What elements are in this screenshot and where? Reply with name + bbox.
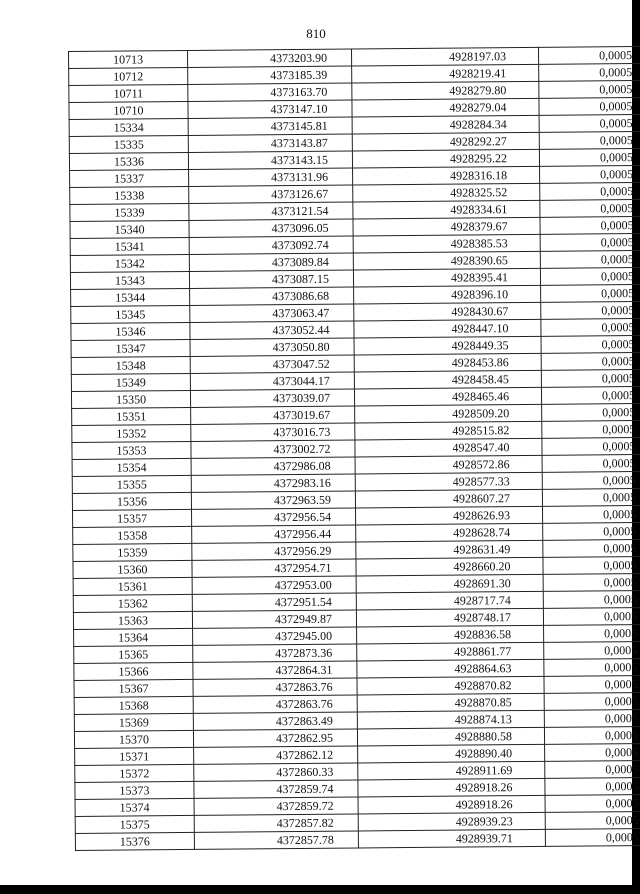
error-value-cell: 0,0005 — [540, 165, 640, 183]
y-coordinate-cell: 4928691.30 — [356, 574, 543, 593]
error-value-cell: 0,0005 — [542, 437, 640, 455]
y-coordinate-cell: 4928626.93 — [355, 506, 542, 525]
x-coordinate-cell: 4372862.12 — [194, 746, 358, 764]
point-id-cell: 15354 — [72, 458, 191, 476]
error-value-cell: 0,0005 — [545, 777, 640, 795]
x-coordinate-cell: 4372983.16 — [191, 474, 355, 492]
x-coordinate-cell: 4372857.78 — [194, 831, 358, 849]
x-coordinate-cell: 4372863.76 — [193, 695, 357, 713]
y-coordinate-cell: 4928396.10 — [354, 285, 541, 304]
x-coordinate-cell: 4373016.73 — [191, 423, 355, 441]
point-id-cell: 15355 — [72, 475, 191, 493]
error-value-cell: 0,0005 — [542, 403, 640, 421]
x-coordinate-cell: 4373087.15 — [189, 270, 353, 288]
point-id-cell: 15376 — [75, 832, 194, 850]
point-id-cell: 15372 — [75, 764, 194, 782]
error-value-cell: 0,0005 — [544, 658, 640, 676]
point-id-cell: 15351 — [72, 407, 191, 425]
y-coordinate-cell: 4928660.20 — [356, 557, 543, 576]
point-id-cell: 15360 — [73, 560, 192, 578]
point-id-cell: 15350 — [71, 390, 190, 408]
point-id-cell: 15357 — [73, 509, 192, 527]
x-coordinate-cell: 4372857.82 — [194, 814, 358, 832]
error-value-cell: 0,0005 — [539, 131, 640, 149]
y-coordinate-cell: 4928395.41 — [353, 268, 540, 287]
point-id-cell: 15334 — [69, 118, 188, 136]
y-coordinate-cell: 4928918.26 — [358, 778, 545, 797]
y-coordinate-cell: 4928874.13 — [357, 710, 544, 729]
y-coordinate-cell: 4928379.67 — [353, 217, 540, 236]
y-coordinate-cell: 4928509.20 — [355, 404, 542, 423]
error-value-cell: 0,0005 — [540, 233, 640, 251]
y-coordinate-cell: 4928864.63 — [357, 659, 544, 678]
y-coordinate-cell: 4928918.26 — [358, 795, 545, 814]
y-coordinate-cell: 4928325.52 — [353, 183, 540, 202]
point-id-cell: 15366 — [74, 662, 193, 680]
y-coordinate-cell: 4928628.74 — [356, 523, 543, 542]
point-id-cell: 15356 — [72, 492, 191, 510]
y-coordinate-cell: 4928458.45 — [354, 370, 541, 389]
x-coordinate-cell: 4373063.47 — [190, 304, 354, 322]
error-value-cell: 0,0005 — [539, 63, 640, 81]
point-id-cell: 15348 — [71, 356, 190, 374]
y-coordinate-cell: 4928279.04 — [352, 98, 539, 117]
x-coordinate-cell: 4372956.54 — [192, 508, 356, 526]
point-id-cell: 15361 — [73, 577, 192, 595]
x-coordinate-cell: 4372860.33 — [194, 763, 358, 781]
x-coordinate-cell: 4372949.87 — [192, 610, 356, 628]
point-id-cell: 15369 — [74, 713, 193, 731]
error-value-cell: 0,0005 — [541, 301, 640, 319]
y-coordinate-cell: 4928870.82 — [357, 676, 544, 695]
point-id-cell: 10713 — [69, 50, 188, 68]
y-coordinate-cell: 4928577.33 — [355, 472, 542, 491]
y-coordinate-cell: 4928861.77 — [357, 642, 544, 661]
x-coordinate-cell: 4372963.59 — [191, 491, 355, 509]
error-value-cell: 0,0005 — [539, 114, 640, 132]
y-coordinate-cell: 4928939.23 — [358, 812, 545, 831]
point-id-cell: 10710 — [69, 101, 188, 119]
point-id-cell: 15352 — [72, 424, 191, 442]
y-coordinate-cell: 4928219.41 — [352, 64, 539, 83]
error-value-cell: 0,0005 — [545, 743, 640, 761]
coordinates-table — [68, 46, 640, 851]
point-id-cell: 15335 — [69, 135, 188, 153]
point-id-cell: 15375 — [75, 815, 194, 833]
point-id-cell: 15345 — [71, 305, 190, 323]
x-coordinate-cell: 4372986.08 — [191, 457, 355, 475]
point-id-cell: 10711 — [69, 84, 188, 102]
point-id-cell: 15338 — [70, 186, 189, 204]
point-id-cell: 15364 — [74, 628, 193, 646]
error-value-cell: 0,0005 — [543, 573, 640, 591]
y-coordinate-cell: 4928880.58 — [357, 727, 544, 746]
point-id-cell: 15374 — [75, 798, 194, 816]
y-coordinate-cell: 4928607.27 — [355, 489, 542, 508]
x-coordinate-cell: 4373092.74 — [189, 236, 353, 254]
y-coordinate-cell: 4928279.80 — [352, 81, 539, 100]
x-coordinate-cell: 4373044.17 — [190, 372, 354, 390]
x-coordinate-cell: 4373039.07 — [190, 389, 354, 407]
y-coordinate-cell: 4928284.34 — [352, 115, 539, 134]
x-coordinate-cell: 4373096.05 — [189, 219, 353, 237]
point-id-cell: 15344 — [71, 288, 190, 306]
y-coordinate-cell: 4928385.53 — [353, 234, 540, 253]
x-coordinate-cell: 4373163.70 — [188, 83, 352, 101]
y-coordinate-cell: 4928911.69 — [358, 761, 545, 780]
point-id-cell: 15343 — [70, 271, 189, 289]
point-id-cell: 15342 — [70, 254, 189, 272]
error-value-cell: 0,0005 — [541, 284, 640, 302]
x-coordinate-cell: 4373143.15 — [188, 151, 352, 169]
y-coordinate-cell: 4928939.71 — [358, 829, 545, 848]
point-id-cell: 15362 — [73, 594, 192, 612]
point-id-cell: 15340 — [70, 220, 189, 238]
y-coordinate-cell: 4928197.03 — [351, 47, 538, 66]
y-coordinate-cell: 4928515.82 — [355, 421, 542, 440]
error-value-cell: 0,0005 — [542, 488, 640, 506]
point-id-cell: 15346 — [71, 322, 190, 340]
x-coordinate-cell: 4373086.68 — [190, 287, 354, 305]
x-coordinate-cell: 4372863.76 — [193, 678, 357, 696]
x-coordinate-cell: 4373145.81 — [188, 117, 352, 135]
point-id-cell: 15368 — [74, 696, 193, 714]
point-id-cell: 15337 — [70, 169, 189, 187]
point-id-cell: 15336 — [69, 152, 188, 170]
y-coordinate-cell: 4928316.18 — [353, 166, 540, 185]
error-value-cell: 0,0005 — [542, 471, 640, 489]
x-coordinate-cell: 4372956.29 — [192, 542, 356, 560]
x-coordinate-cell: 4373185.39 — [188, 66, 352, 84]
error-value-cell: 0,0005 — [543, 590, 640, 608]
x-coordinate-cell: 4373147.10 — [188, 100, 352, 118]
y-coordinate-cell: 4928295.22 — [352, 149, 539, 168]
x-coordinate-cell: 4372864.31 — [193, 661, 357, 679]
y-coordinate-cell: 4928447.10 — [354, 319, 541, 338]
page-number: 810 — [306, 26, 326, 41]
error-value-cell: 0,0005 — [545, 811, 640, 829]
error-value-cell: 0,0005 — [544, 692, 640, 710]
error-value-cell: 0,0005 — [544, 624, 640, 642]
x-coordinate-cell: 4372954.71 — [192, 559, 356, 577]
error-value-cell: 0,0005 — [545, 760, 640, 778]
y-coordinate-cell: 4928547.40 — [355, 438, 542, 457]
point-id-cell: 15359 — [73, 543, 192, 561]
point-id-cell: 15373 — [75, 781, 194, 799]
error-value-cell: 0,0005 — [540, 250, 640, 268]
point-id-cell: 15367 — [74, 679, 193, 697]
point-id-cell: 15349 — [71, 373, 190, 391]
coordinates-table-body — [69, 46, 640, 850]
error-value-cell: 0,0005 — [541, 386, 640, 404]
x-coordinate-cell: 4373126.67 — [189, 185, 353, 203]
point-id-cell: 15347 — [71, 339, 190, 357]
error-value-cell: 0,0005 — [545, 828, 640, 846]
x-coordinate-cell: 4372951.54 — [192, 593, 356, 611]
y-coordinate-cell: 4928631.49 — [356, 540, 543, 559]
point-id-cell: 15353 — [72, 441, 191, 459]
error-value-cell: 0,0005 — [545, 794, 640, 812]
point-id-cell: 15371 — [75, 747, 194, 765]
y-coordinate-cell: 4928334.61 — [353, 200, 540, 219]
error-value-cell: 0,0005 — [543, 539, 640, 557]
error-value-cell: 0,0005 — [543, 556, 640, 574]
point-id-cell: 10712 — [69, 67, 188, 85]
x-coordinate-cell: 4372863.49 — [193, 712, 357, 730]
x-coordinate-cell: 4373203.90 — [187, 49, 351, 67]
error-value-cell: 0,0005 — [544, 709, 640, 727]
y-coordinate-cell: 4928836.58 — [357, 625, 544, 644]
error-value-cell: 0,0005 — [541, 369, 640, 387]
error-value-cell: 0,0005 — [540, 267, 640, 285]
x-coordinate-cell: 4373052.44 — [190, 321, 354, 339]
x-coordinate-cell: 4372873.36 — [193, 644, 357, 662]
y-coordinate-cell: 4928390.65 — [353, 251, 540, 270]
y-coordinate-cell: 4928449.35 — [354, 336, 541, 355]
y-coordinate-cell: 4928572.86 — [355, 455, 542, 474]
y-coordinate-cell: 4928465.46 — [354, 387, 541, 406]
point-id-cell: 15341 — [70, 237, 189, 255]
x-coordinate-cell: 4373019.67 — [191, 406, 355, 424]
x-coordinate-cell: 4373047.52 — [190, 355, 354, 373]
point-id-cell: 15365 — [74, 645, 193, 663]
point-id-cell: 15339 — [70, 203, 189, 221]
y-coordinate-cell: 4928870.85 — [357, 693, 544, 712]
x-coordinate-cell: 4373131.96 — [189, 168, 353, 186]
y-coordinate-cell: 4928890.40 — [358, 744, 545, 763]
x-coordinate-cell: 4373121.54 — [189, 202, 353, 220]
error-value-cell: 0,0005 — [540, 216, 640, 234]
point-id-cell: 15363 — [73, 611, 192, 629]
x-coordinate-cell: 4372859.74 — [194, 780, 358, 798]
error-value-cell: 0,0005 — [541, 318, 640, 336]
error-value-cell: 0,0005 — [540, 199, 640, 217]
y-coordinate-cell: 4928717.74 — [356, 591, 543, 610]
error-value-cell: 0,0005 — [544, 726, 640, 744]
error-value-cell: 0,0005 — [541, 335, 640, 353]
error-value-cell: 0,0005 — [543, 522, 640, 540]
error-value-cell: 0,0005 — [539, 80, 640, 98]
error-value-cell: 0,0005 — [538, 46, 640, 64]
y-coordinate-cell: 4928430.67 — [354, 302, 541, 321]
error-value-cell: 0,0005 — [543, 607, 640, 625]
x-coordinate-cell: 4373089.84 — [189, 253, 353, 271]
x-coordinate-cell: 4372945.00 — [193, 627, 357, 645]
x-coordinate-cell: 4372859.72 — [194, 797, 358, 815]
x-coordinate-cell: 4372956.44 — [192, 525, 356, 543]
point-id-cell: 15370 — [74, 730, 193, 748]
x-coordinate-cell: 4373002.72 — [191, 440, 355, 458]
y-coordinate-cell: 4928292.27 — [352, 132, 539, 151]
error-value-cell: 0,0005 — [544, 675, 640, 693]
error-value-cell: 0,0005 — [542, 505, 640, 523]
x-coordinate-cell: 4373050.80 — [190, 338, 354, 356]
error-value-cell: 0,0005 — [541, 352, 640, 370]
error-value-cell: 0,0005 — [544, 641, 640, 659]
point-id-cell: 15358 — [73, 526, 192, 544]
x-coordinate-cell: 4373143.87 — [188, 134, 352, 152]
y-coordinate-cell: 4928453.86 — [354, 353, 541, 372]
error-value-cell: 0,0005 — [539, 97, 640, 115]
error-value-cell: 0,0005 — [540, 182, 640, 200]
x-coordinate-cell: 4372953.00 — [192, 576, 356, 594]
x-coordinate-cell: 4372862.95 — [193, 729, 357, 747]
y-coordinate-cell: 4928748.17 — [356, 608, 543, 627]
error-value-cell: 0,0005 — [539, 148, 640, 166]
error-value-cell: 0,0005 — [542, 420, 640, 438]
error-value-cell: 0,0005 — [542, 454, 640, 472]
